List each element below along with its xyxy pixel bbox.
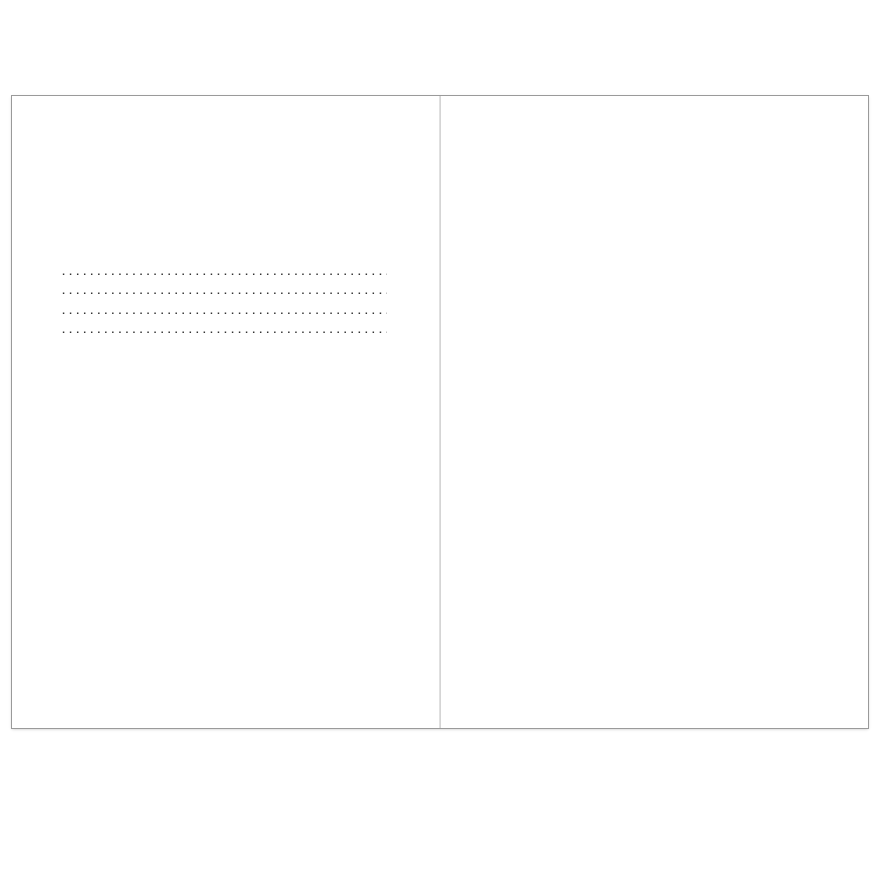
left-page xyxy=(12,96,440,728)
right-page xyxy=(440,96,868,728)
open-book-spread xyxy=(12,96,868,728)
toc-left xyxy=(58,266,401,336)
toc-entry-intro[interactable] xyxy=(58,266,401,278)
toc-entry-method[interactable] xyxy=(58,285,401,297)
toc-entry-plan[interactable] xyxy=(58,305,401,317)
toc-entry-summaries[interactable] xyxy=(58,324,401,336)
